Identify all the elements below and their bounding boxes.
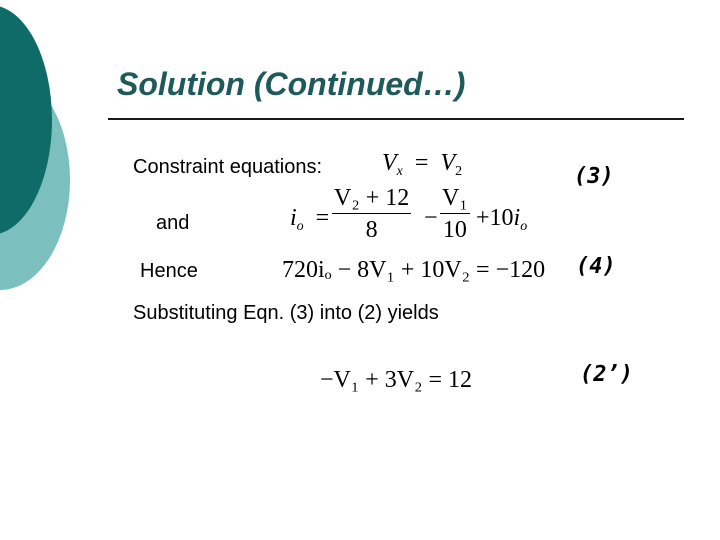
hence-label: Hence (140, 260, 198, 282)
substituting-text: Substituting Eqn. (3) into (2) yields (133, 302, 439, 324)
and-label: and (156, 212, 190, 234)
equation-number-2-prime: (2’) (580, 362, 633, 387)
fraction-v2-over-8: $\frac{\text{V₂ + 12}}{8}$ (334, 185, 410, 243)
title-underline (108, 118, 684, 120)
equation-number-4: (4) (576, 254, 616, 279)
constraint-label: Constraint equations: (133, 156, 323, 178)
equation-4: 720iₒ − 8V₁ + 10V₂ = −120 (282, 257, 546, 283)
fraction-v1-over-10: $\frac{\text{V₁}}{10}$ (442, 185, 468, 243)
equation-2-prime: −V₁ + 3V₂ = 12 (320, 367, 473, 393)
equation-io-plus-term: $+10i_o$ (476, 205, 528, 234)
slide-title: Solution (Continued…) (117, 66, 466, 102)
minus-sign: − (424, 205, 438, 231)
equation-io-lhs: $i_o$ = (290, 205, 330, 234)
equation-number-3: (3) (574, 164, 614, 189)
equation-3: $V_x = V_2$ (382, 150, 463, 179)
